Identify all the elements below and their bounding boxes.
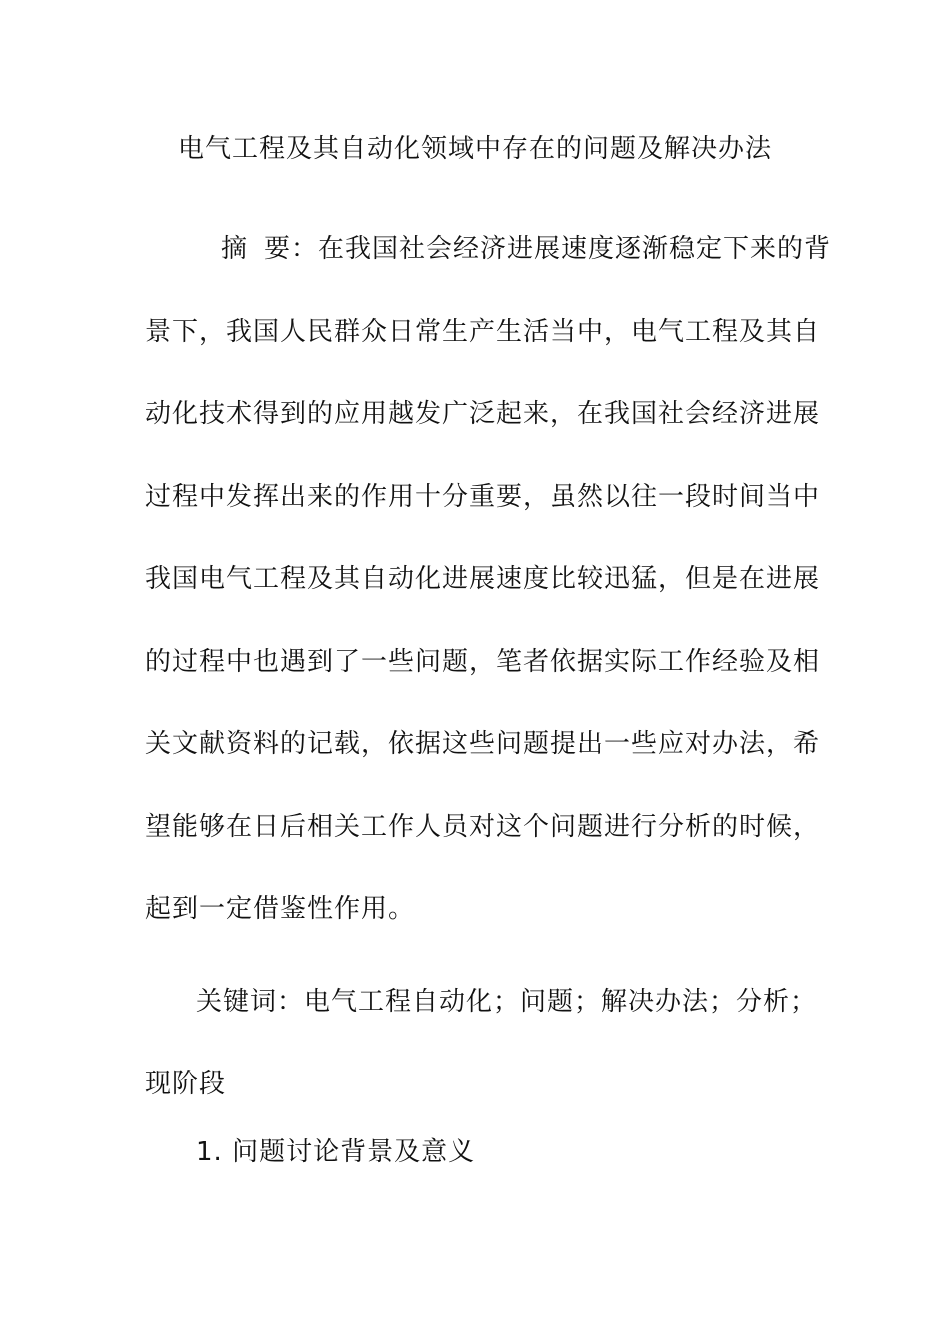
section-heading: 1. 问题讨论背景及意义: [196, 1137, 476, 1167]
abstract-line-9: 起到一定借鉴性作用。: [145, 894, 416, 924]
abstract-line-7: 关文献资料的记载，依据这些问题提出一些应对办法，希: [145, 729, 821, 759]
abstract-line-2: 景下，我国人民群众日常生产生活当中，电气工程及其自: [145, 317, 821, 347]
abstract-line-3: 动化技术得到的应用越发广泛起来，在我国社会经济进展: [145, 399, 821, 429]
keywords-line-2: 现阶段: [145, 1069, 227, 1099]
abstract-line-1: [221, 232, 831, 266]
abstract-label-char-2: 要：: [264, 234, 319, 264]
document-title: 电气工程及其自动化领域中存在的问题及解决办法: [177, 134, 772, 164]
abstract-line-5: 我国电气工程及其自动化进展速度比较迅猛，但是在进展: [145, 564, 821, 594]
abstract-line-8: 望能够在日后相关工作人员对这个问题进行分析的时候，: [145, 812, 821, 842]
abstract-text: 在我国社会经济进展速度逐渐稳定下来的背: [318, 234, 832, 264]
abstract-line-4: 过程中发挥出来的作用十分重要，虽然以往一段时间当中: [145, 482, 821, 512]
abstract-label-char-1: 摘: [221, 234, 249, 264]
abstract-line-6: 的过程中也遇到了一些问题，笔者依据实际工作经验及相: [145, 647, 821, 677]
keywords-line-1: 关键词：电气工程自动化；问题；解决办法；分析；: [196, 987, 818, 1017]
